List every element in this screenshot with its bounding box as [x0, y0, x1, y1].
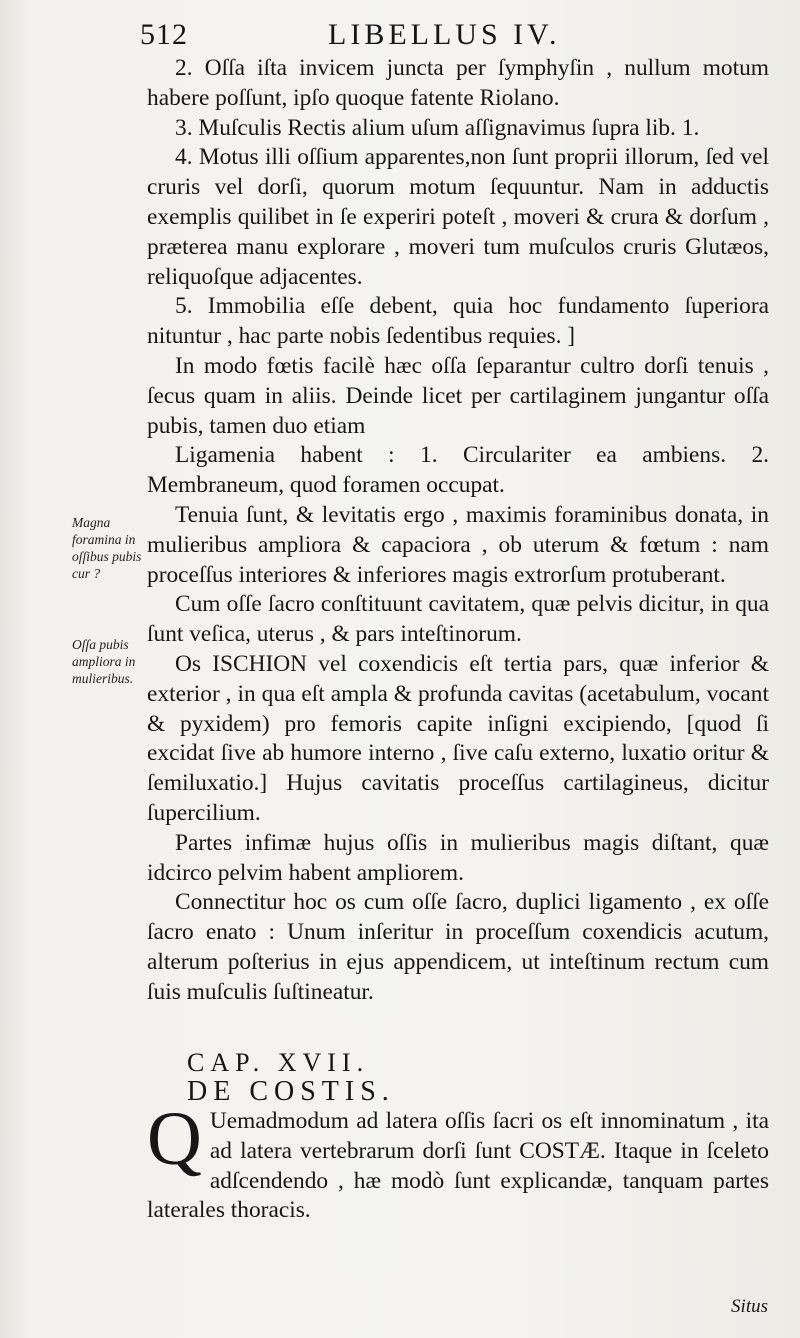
chapter-title: DE COSTIS. [187, 1076, 395, 1108]
chapter-opening-text: Uemadmodum ad latera oſſis ſacri os eſt innominatum , ita ad latera vertebrarum dorſi ſunt COSTÆ. Itaque in ſceleto adſcendendo , hæ modò ſunt explicandæ, tanquam partes laterales thoracis. [147, 1108, 769, 1224]
body-text [147, 54, 769, 1226]
paragraph-2: 2. Oſſa iſta invicem juncta per ſymphyſin , nullum motum habere poſſunt, ipſo quoque fatente Riolano. [147, 55, 769, 111]
drop-cap: Q [147, 1097, 202, 1182]
margin-note-ossa-pubis: Oſſa pubis ampliora in mulieribus. [72, 637, 136, 686]
margin-note-foramina: Magna foramina in oſſibus pubis cur ? [72, 515, 142, 581]
paragraph-ischion: Os ISCHION vel coxendicis eſt tertia pars, quæ inferior & exterior , in qua eſt ampla & profunda cavitas (acetabulum, vocant & pyxidem) pro femoris capite inſigni excipiendo, [quod ſi excidat ſive ab humore interno , ſive caſu externo, luxatio oritur & ſemiluxatio.] Hujus cavitatis proceſſus cartilagineus, dicitur ſupercilium. [147, 650, 769, 826]
chapter-heading: CAP. XVII. [187, 1047, 370, 1077]
paragraph-tenuia: Tenuia ſunt, & levitatis ergo , maximis foraminibus donata, in mulieribus ampliora & capaciora , ob uterum & fœtum : nam proceſſus interiores & inferiores magis extrorſum protuberant. [147, 501, 769, 588]
paragraph-connectitur: Connectitur hoc os cum oſſe ſacro, duplici ligamento , ex oſſe ſacro enato : Unum inſeritur in proceſſum coxendicis acutum, alterum poſterius in ejus appendicem, ut inteſtinum rectum cum ſuis muſculis ſuſtineatur. [147, 889, 769, 1005]
paragraph-ligamenta: Ligamenia habent : 1. Circulariter ea ambiens. 2. Membraneum, quod foramen occupat. [147, 442, 769, 499]
paragraph-pelvis: Cum oſſe ſacro conſtituunt cavitatem, quæ pelvis dicitur, in qua ſunt veſica, uterus , & pars inteſtinorum. [147, 591, 769, 648]
running-head: LIBELLUS IV. [328, 18, 561, 51]
paragraph-4: 4. Motus illi oſſium apparentes,non ſunt proprii illorum, ſed vel cruris vel dorſi, quorum motum ſequuntur. Nam in adductis exemplis quilibet in ſe experiri poteſt , moveri & crura & dorſum , præterea manu explorare , moveri tum muſculos cruris Glutæos, reliquoſque adjacentes. [147, 144, 769, 290]
page-header [140, 14, 660, 54]
catchword: Situs [731, 1296, 768, 1317]
chapter-opening-paragraph [147, 1097, 769, 1226]
paragraph-5: 5. Immobilia eſſe debent, quia hoc fundamento ſuperiora nituntur , hac parte nobis ſedentibus requies. ] [147, 293, 769, 350]
paragraph-foetus: In modo fœtis facilè hæc oſſa ſeparantur cultro dorſi tenuis , ſecus quam in aliis. Deinde licet per cartilaginem jungantur oſſa pubis, tamen duo etiam [147, 352, 769, 439]
page-number: 512 [140, 18, 188, 51]
paragraph-partes-infimae: Partes infimæ hujus oſſis in mulieribus magis diſtant, quæ idcirco pelvim habent ampliorem. [147, 829, 769, 886]
paragraph-3: 3. Muſculis Rectis alium uſum aſſignavimus ſupra lib. 1. [175, 114, 700, 141]
